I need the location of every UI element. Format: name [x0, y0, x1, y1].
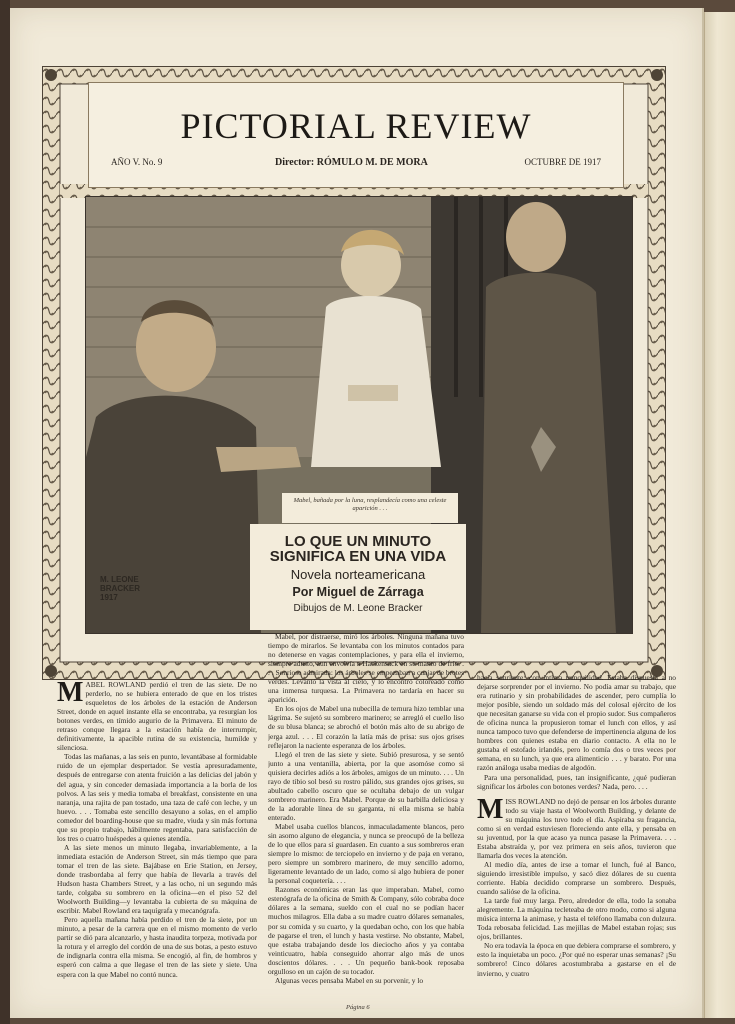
paragraph: La tarde fué muy larga. Pero, alrededor de ella, todo la sonaba alegremente. La máquina tecleteaba de otro modo, como si alguna música interna la animase, y hasta el teléfono llamaba con dulzura. Toda rebosaba felicidad. Las mejillas de Mabel estaban rojas; sus ojos, brillantes. [477, 896, 676, 942]
story-title-panel [250, 524, 466, 630]
paragraph: Para una personalidad, pues, tan insignificante, ¿qué pudieran significar los árboles con botones verdes? Nada, pero. . . . [477, 772, 676, 791]
text-column-3 [477, 673, 676, 996]
masthead-panel [88, 82, 624, 188]
paragraph: Mabel usaba cuellos blancos, inmaculadamente blancos, pero sin asomo alguno de elegancia, y nunca se preocupó de la belleza de lo que ellos para sí guardasen. En cuanto a sus sombreros eran siempre lo mismo: de terciopelo en invierno y de paja en verano, pero siempre un sombrero marinero, de muy sencillo adorno, ligeramente levantado de un lado, como si algo hubiera de poner la personal coquetería. . . . [268, 821, 464, 886]
illustrator-signature: M. LEONE BRACKER 1917 [100, 575, 140, 602]
page-number: Página 6 [346, 1004, 370, 1011]
director-line: Director: RÓMULO M. DE MORA [275, 157, 428, 168]
paragraph: En los ojos de Mabel una nubecilla de ternura hizo temblar una lágrima. Se sujetó su sombrero marinero; se arregló el cuello liso de su blusa blanca; se abrochó el botón más alto de su abrigo de jerga azul. . . . El corazón la latía más de prisa: sus ojos grises reflejaron la naciente esperanza de los árboles. [268, 704, 464, 750]
issue-number: AÑO V. No. 9 [111, 157, 163, 167]
paragraph: Pero aquella mañana había perdido el tren de la siete, por un minuto, a pesar de la carrera que en el mismo momento de verlo partir se dió para alcanzarlo, y hasta inaudita torpeza, motivada por la rotura y el arreglo del cordón de una de sus botas, a pesto estuvo de indignarla contra ella misma. Se encogió, al fin, de hombros y esperó con calma a que llegase el tren de las siete y siete. Una espera con la que Mabel no contó nunca. [57, 915, 257, 979]
illustration-caption: Mabel, bañada por la luna, resplandecía como una celeste aparición . . . [282, 493, 458, 523]
paragraph: Todas las mañanas, a las seis en punto, levantábase al formidable ruido de un ejemplar despertador. Se vestía apresuradamente, después de entregarse con atenta fruición a las delicias del jabón y del agua, y sin conceder demasiada importancia a la borla de los polvos. A las seis y media tomaba el breakfast, consistente en una naranja, una rajita de pan tostado, una taza de café con leche, y un huevo. . . . Tomaba este sencillo desayuno a solas, en el amplio comedor del boarding-house que su madre, viuda y sin más fortuna que su propio trabajo, hábilmente regentaba, para satisfacción de los tres o cuatro huéspedes a quienes atendía. [57, 752, 257, 843]
drop-cap: M [57, 680, 84, 708]
drop-cap: M [477, 793, 504, 825]
story-title: LO QUE UN MINUTO SIGNIFICA EN UNA VIDA [269, 533, 447, 565]
next-page-edge [704, 12, 735, 1018]
paragraph: A las siete menos un minuto llegaba, invariablemente, a la inmediata estación de Anderson Street, sin más tiempo que para tomar el tren de las siete. Bajábase en Erie Station, en Jersey, donde trasbordaba al ferry que había de llevarla a través del Hudson hasta Chambers Street, y a las ocho, ni un segundo más tarde, colgaba su sombrero en la oficina—en el piso 52 del Woolworth Building—y levantaba la cubierta de su máquina de escribir. Mabel Rowland era taquígrafa y mecanógrafa. [57, 842, 257, 916]
paragraph: Razones económicas eran las que imperaban. Mabel, como estenógrafa de la oficina de Smith & Company, sólo cobraba doce dólares a la semana, sueldo con el cual no se podían hacer muchos milagros. Ella daba a su madre cuatro dólares semanales, por su comida y su cuarto, y la quedaban ocho, con los que había de pagarse el tren, el lunch y hasta vestirse. No obstante, Mabel, que estaba trabajando desde los dieciocho años y ya contaba veinticuatro, había conseguido ahorrar algo más de unos doscientos dólares. . . . Un pequeño bank-book reposaba orgulloso en un cajón de su tocador. [268, 885, 464, 976]
issue-date: OCTUBRE DE 1917 [524, 157, 601, 167]
book-binding [0, 0, 10, 1024]
story-illustrator: Dibujos de M. Leone Bracker [293, 603, 423, 614]
paragraph: hacía sonriente: con íntima tranquilidad. Estaba dispuesta a no dejarse sorprender por el invierno. No podía amar su trabajo, que era rutinario y sin probabilidades de ascender, pero cumplía lo mejor posible, siendo un soldado más del colosal ejército de los que necesitan ganarse su vida con el propio sudor. Sus compañeros de oficina nunca la propusieron tomar el lunch con ellos, y así nunca tampoco tuvo que defenderse de impertinencia alguna de los hombres con quienes estaba en diario contacto. A ella no le gustaba el estofado irlandés, pero lo comía dos o tres veces por semana, en su lunch, ya que era alimenticio . . . y barato. Por una razón análoga usaba medias de algodón. [477, 673, 676, 773]
paragraph: Mabel, por distraerse, miró los árboles. Ninguna mañana tuvo tiempo de mirarlos. Se levantaba con los minutos contados para no detenerse en vagas contemplaciones, y para ella el invierno, siempre adusto, aun envolvía a Hackensack en su manto de frío. . . . Sonriose admirada: los árboles se empezaban a cuajar de brotes verdes. Levantó la vista al cielo, y lo encontró coloreado como una inmensa turquesa. La Primavera no tardaría en hacer su aparición. [268, 632, 464, 705]
paragraph: ISS ROWLAND no dejó de pensar en los árboles durante todo su viaje hasta el Woolworth Building, y delante de su máquina los tuvo todo el día. Aspiraba su fragancia, como si en verdad estuviesen floreciendo ante ella, y pensaba en su juventud, por la que acaso ya nunca pasase la Primavera. . . . Estaba abstraída y, por vez primera en seis años, tuvieron que llamarla dos veces la atención. [477, 796, 676, 860]
masthead-title: PICTORIAL REVIEW [180, 106, 532, 146]
text-column-1 [57, 680, 257, 996]
story-author: Por Miguel de Zárraga [292, 585, 424, 599]
story-subtitle: Novela norteamericana [290, 567, 426, 582]
paragraph: Algunas veces pensaba Mabel en su porvenir, y lo [275, 975, 424, 985]
paragraph: Llegó el tren de las siete y siete. Subió presurosa, y se sentó junto a una ventanilla, abierta, por la que asomóse como si quisiera decirles adiós a los árboles, amigos de un minuto. . . . Un rayo de tibio sol besó su rostro pálido, sus grandes ojos grises, su abultado cabello oscuro que se ocultaba debajo de un vulgar sombrero marinero. Era Mabel. Porque de su barbilla deliciosa y de la adorable línea de su garganta, ni ella misma se había enterado. [268, 749, 464, 822]
text-column-2 [268, 632, 464, 996]
paragraph: ABEL ROWLAND perdió el tren de las siete. De no perderlo, no se hubiera enterado de que en los tristes esqueletos de los árboles de la estación de Anderson Street, donde en aquel instante ella se encontraba, ya resurgían los botones verdes, en tímido augurio de la Primavera. El minuto de retraso conque llegara a la estación había de interrumpir, definitivamente, la apacible rutina de su existencia, humilde y silenciosa. [57, 680, 257, 753]
paragraph: No era todavía la época en que debiera comprarse el sombrero, y esto la inquietaba un poco. ¿Por qué no esperar unas semanas? ¡Su sombrero! Cinco dólares acostumbraba a gastarse en el de invierno, y cuatro [477, 941, 676, 978]
paragraph: Al medio día, antes de irse a tomar el lunch, fué al Banco, siguiendo irresistible impulso, y sacó diez dólares de su cuenta corriente. Había decidido comprarse un sombrero. Después, cuando salióse de la oficina. [477, 859, 676, 897]
